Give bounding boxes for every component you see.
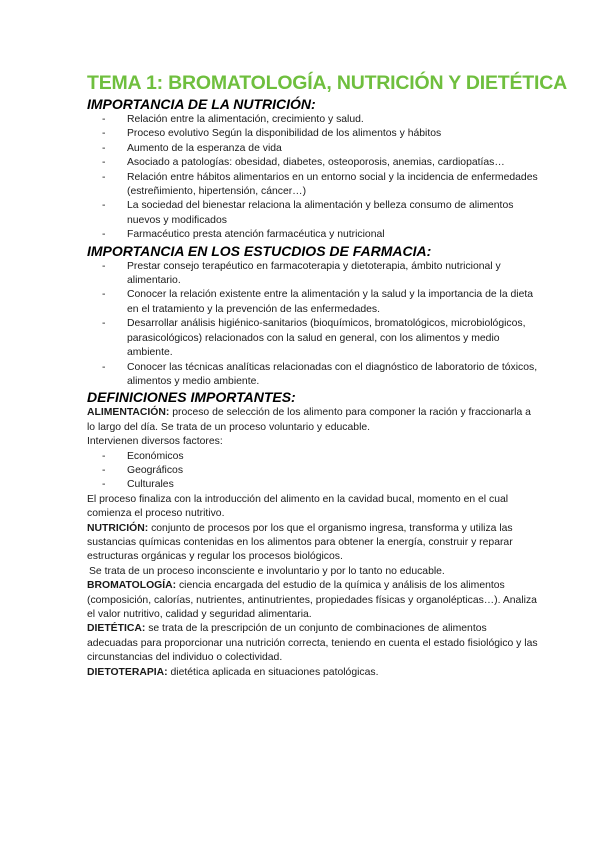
list-importancia-nutricion [87, 113, 540, 243]
term-bromatologia: BROMATOLOGÍA: [87, 580, 177, 592]
heading-importancia-nutricion: IMPORTANCIA DE LA NUTRICIÓN: [87, 96, 316, 112]
list-item: - Aumento de la esperanza de vida [127, 142, 540, 156]
definition-dietetica [87, 622, 540, 665]
term-alimentacion: ALIMENTACIÓN: [87, 407, 170, 419]
definition-bromatologia [87, 579, 540, 622]
list-importancia-farmacia [87, 260, 540, 390]
list-item: - Geográficos [127, 464, 540, 478]
list-item: - La sociedad del bienestar relaciona la alimentación y belleza consumo de alimentos nuevos y modificados [127, 199, 540, 228]
heading-importancia-farmacia: IMPORTANCIA EN LOS ESTUCDIOS DE FARMACIA: [87, 242, 432, 259]
definition-alimentacion [87, 406, 540, 435]
list-item: - Proceso evolutivo Según la disponibilidad de los alimentos y hábitos [127, 127, 540, 141]
document-title: TEMA 1: BROMATOLOGÍA, NUTRICIÓN Y DIETÉTICA [87, 72, 567, 94]
definition-nutricion [87, 522, 540, 565]
heading-definiciones: DEFINICIONES IMPORTANTES: [87, 389, 296, 406]
definition-text: se trata de la prescripción de un conjunto de combinaciones de alimentos adecuadas para proporcionar una nutrición correcta, teniendo en cuenta el estado fisiológico y las circunstancias del individuo o colectividad. [87, 623, 538, 664]
list-item: - Relación entre la alimentación, crecimiento y salud. [127, 113, 540, 127]
list-item: - Económicos [127, 450, 540, 464]
list-item: - Conocer las técnicas analíticas relacionadas con el diagnóstico de laboratorio de tóxicos, alimentos y medio ambiente. [127, 361, 540, 390]
alimentacion-end: El proceso finaliza con la introducción del alimento en la cavidad bucal, momento en el cual comienza el proceso nutritivo. [87, 493, 509, 520]
nutricion-extra: Se trata de un proceso inconsciente e involuntario y por lo tanto no educable. [89, 565, 445, 577]
list-item: - Culturales [127, 478, 540, 492]
term-dietetica: DIETÉTICA: [87, 623, 146, 635]
list-item: - Asociado a patologías: obesidad, diabetes, osteoporosis, anemias, cardiopatías… [127, 156, 540, 170]
list-item: - Desarrollar análisis higiénico-sanitarios (bioquímicos, bromatológicos, microbiológicos, parasicológicos) relacionados con la salud en general, con los alimentos y medio ambiente. [127, 317, 540, 360]
definition-text: ciencia encargada del estudio de la química y análisis de los alimentos (composición, calorías, nutrientes, antinutrientes, propiedades físicas y organolépticas…). Analiza el valor nutritivo, calidad y seguridad alimentaria. [87, 580, 537, 620]
definition-text: dietética aplicada en situaciones patológicas. [167, 666, 379, 678]
list-item: - Conocer la relación existente entre la alimentación y la salud y la importancia de la dieta en el tratamiento y la prevención de las enfermedades. [127, 288, 540, 317]
list-item: - Relación entre hábitos alimentarios en un entorno social y la incidencia de enfermedades (estreñimiento, hipertensión, cáncer…) [127, 171, 540, 200]
factores-intro: Intervienen diversos factores: [87, 436, 223, 448]
list-item: - Prestar consejo terapéutico en farmacoterapia y dietoterapia, ámbito nutricional y alimentario. [127, 260, 540, 289]
definition-dietoterapia [87, 666, 540, 680]
term-nutricion: NUTRICIÓN: [87, 522, 149, 534]
list-item: - Farmacéutico presta atención farmacéutica y nutricional [127, 228, 540, 242]
list-factores [87, 450, 540, 493]
definition-text: proceso de selección de los alimento para componer la ración y fraccionarla a lo largo del día. Se trata de un proceso voluntario y educable. [87, 407, 531, 433]
term-dietoterapia: DIETOTERAPIA: [87, 666, 168, 678]
definition-text: conjunto de procesos por los que el organismo ingresa, transforma y utiliza las sustancias químicas contenidas en los alimentos para obtener la energía, construir y reparar estructuras orgánicas y regular los procesos biológicos. [87, 522, 513, 563]
